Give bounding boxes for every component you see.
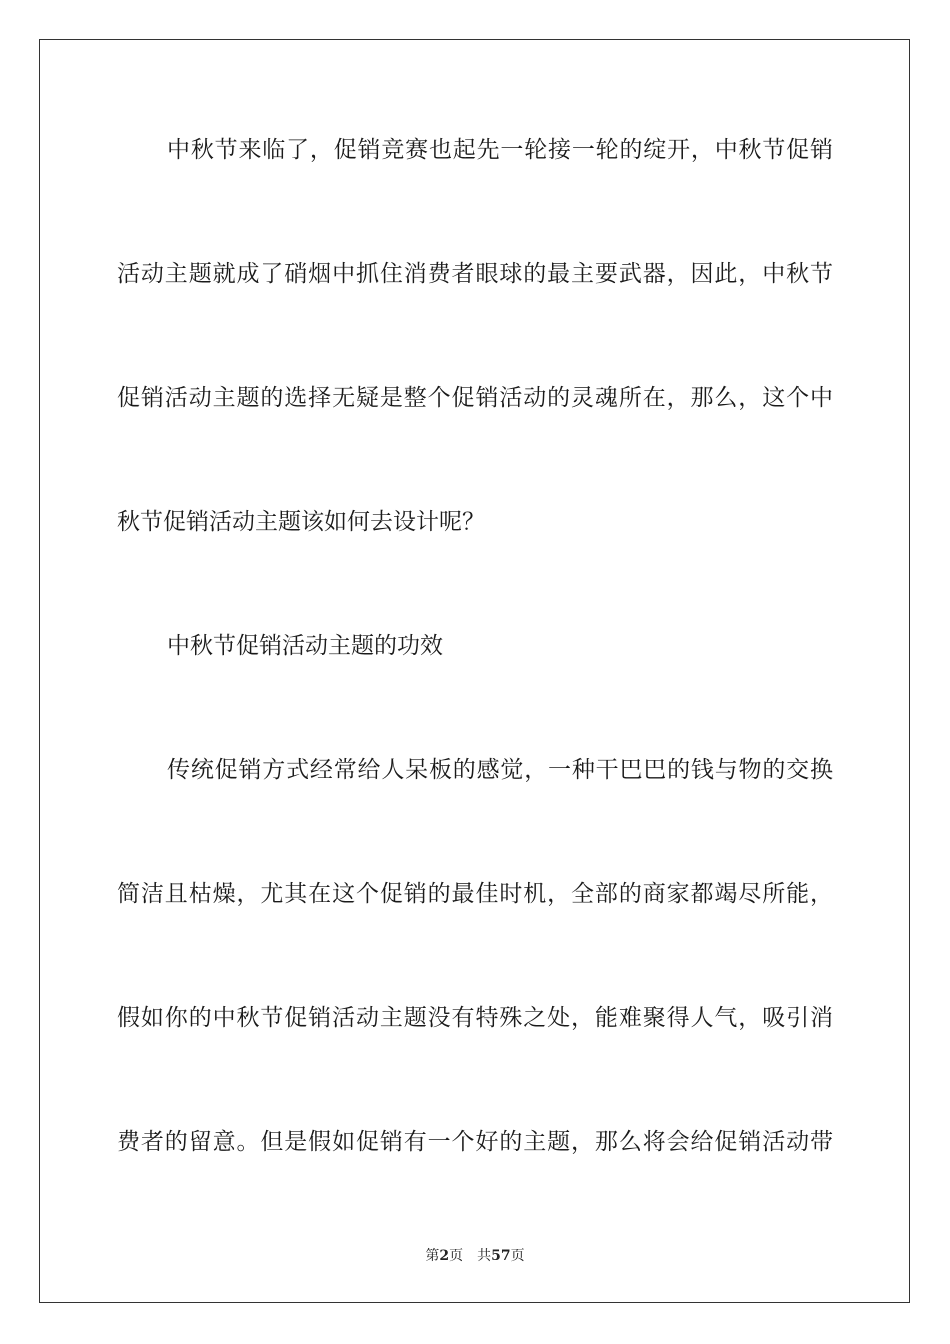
paragraph-2-line-2: 简洁且枯燥，尤其在这个促销的最佳时机，全部的商家都竭尽所能， [117,881,833,907]
paragraph-1-line-4: 秋节促销活动主题该如何去设计呢？ [117,509,485,535]
paragraph-2-line-3: 假如你的中秋节促销活动主题没有特殊之处，能难聚得人气，吸引消 [117,1005,833,1031]
paragraph-1-line-1: 中秋节来临了，促销竞赛也起先一轮接一轮的绽开，中秋节促销 [167,137,833,163]
paragraph-1-line-2: 活动主题就成了硝烟中抓住消费者眼球的最主要武器，因此，中秋节 [117,261,833,287]
paragraph-1-line-3: 促销活动主题的选择无疑是整个促销活动的灵魂所在，那么，这个中 [117,385,833,411]
paragraph-2-line-1: 传统促销方式经常给人呆板的感觉，一种干巴巴的钱与物的交换 [167,757,833,783]
page-footer [0,1247,950,1265]
page-border [39,39,910,1303]
section-heading: 中秋节促销活动主题的功效 [167,633,443,659]
page-number: 2 [439,1248,450,1264]
total-pages: 57 [491,1248,511,1264]
paragraph-2-line-4: 费者的留意。但是假如促销有一个好的主题，那么将会给促销活动带 [117,1129,833,1155]
total-suffix: 页 [510,1248,525,1264]
page-prefix: 第 [425,1248,440,1264]
total-prefix: 共 [477,1248,492,1264]
page-suffix: 页 [449,1248,464,1264]
